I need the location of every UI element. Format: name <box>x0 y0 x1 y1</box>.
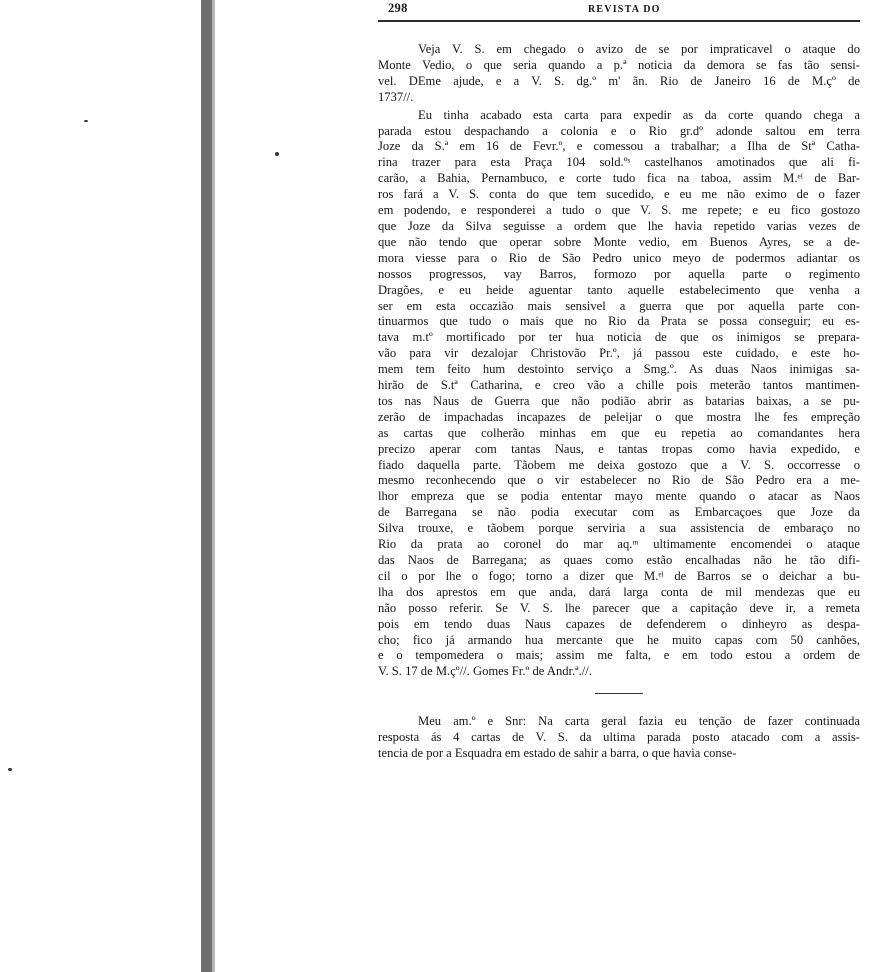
text-line: vel. DEme ajude, e a V. S. dg.º m' ãn. Rio de Janeiro 16 de M.çº de <box>378 73 860 88</box>
text-line: V. S. 17 de M.çº//. Gomes Fr.º de Andr.ª.//. <box>378 664 592 679</box>
scan-speck <box>275 152 279 156</box>
text-line: Joze da S.ª em 16 de Fevr.º, e comessou a trabalhar; a Ilha de Stª Catha- <box>378 139 860 154</box>
text-line: ros fará a V. S. conta do que tem sucedido, e eu me não eximo de o fazer <box>378 187 860 202</box>
text-line: hirão de S.tª Catharina, e creo vão a chille pois meterão tantos mantimen- <box>378 378 860 393</box>
text-line: tava m.tº mortificado por ter hua noticia de que os inimigos se prepara- <box>378 330 860 345</box>
text-line: vão para vir dezalojar Christovão Pr.º, já passou este cuidado, e este ho- <box>378 346 860 361</box>
text-line: ser em esta occazião mais sensivel a guerra que por aquella parte con- <box>378 298 860 313</box>
book-page <box>378 0 860 972</box>
text-line: nossos progressos, vay Barros, formozo por aquella parte o regimento <box>378 266 860 281</box>
text-line: que Joze da Silva seguisse a ordem que lhe havia repetido varias vezes de <box>378 218 860 233</box>
book-spine-edge <box>212 0 215 972</box>
page-body <box>378 42 860 762</box>
text-line: mem tem feito hum destointo serviço a Smg.º. As duas Naos inimigas sa- <box>378 362 860 377</box>
text-line: tinuarmos que tudo o mais que no Rio da Prata se possa conseguir; eu es- <box>378 314 860 329</box>
text-line: cho; fico já armando hua mercante que he muito capas com 50 canhões, <box>378 632 860 647</box>
text-line: mora viesse para o Rio de São Pedro unico meyo de podermos adiantar os <box>378 250 860 265</box>
header-rule <box>378 20 860 22</box>
text-line: 1737//. <box>378 89 414 104</box>
text-line: precizo aperar com tantas Naus, e tantas tropas como havia expedido, e <box>378 441 860 456</box>
running-head: REVISTA DO <box>588 4 661 15</box>
text-line: resposta ás 4 cartas de V. S. da ultima parada posto atacado com a assis- <box>378 730 860 745</box>
text-line: Silva trouxe, e tãobem porque serviria a sua assistencia de embaraço no <box>378 521 860 536</box>
text-line: mesmo reconhecendo que o vir estabelecer no Rio de São Pedro era a me- <box>378 473 860 488</box>
text-line: e o tempomedera o mais; assim me falta, e em todo estou a ordem de <box>378 648 860 663</box>
section-separator <box>595 693 643 694</box>
letter-paragraph <box>378 108 860 681</box>
text-line: carão, a Bahia, Pernambuco, e corte tudo fica na taboa, assim M.ᵉˡ de Bar- <box>378 171 860 186</box>
text-line: tencia de por a Esquadra em estado de sahir a barra, o que havia conse- <box>378 746 737 761</box>
text-line: parada estou despachando a colonia e o Rio gr.dº adonde saltou em terra <box>378 123 860 138</box>
text-line: que não tendo que operar sobre Monte vedio, em Buenos Ayres, se a de- <box>378 234 860 249</box>
letter-paragraph <box>378 42 860 106</box>
text-line: Eu tinha acabado esta carta para expedir as da corte quando chega a <box>418 107 860 122</box>
text-line: zerão de impachadas incapazes de peleijar o que mostra lhe fes empreção <box>378 409 860 424</box>
scan-speck <box>8 768 12 771</box>
text-line: das Naos de Barregana; as quaes como estão encalhadas não he tão difi- <box>378 553 860 567</box>
text-line: rina trazer para esta Praça 104 sold.ºˢ castelhanos amotinados que ali fi- <box>378 155 860 170</box>
text-line: Monte Vedio, o que seria quando a p.ª noticia da demora se fas tão sensi- <box>378 57 860 72</box>
text-line: Meu am.º e Snr: Na carta geral fazia eu tenção de fazer continuada <box>418 714 860 729</box>
text-line: de Barregana se não podia executar com as Embarcaçoes que Joze da <box>378 505 860 520</box>
letter-paragraph <box>378 714 860 762</box>
text-line: em podendo, e responderei a tudo o que V. S. me repete; e eu fico gostozo <box>378 203 860 218</box>
text-line: Rio da prata ao coronel do mar aq.ᵐ ultimamente encomendei o ataque <box>378 537 860 552</box>
text-line: Dragões, e eu heide aguentar tanto aquelle estabelecimento que venha a <box>378 282 860 297</box>
text-line: as cartas que colherão minhas em que eu repetia ao comandantes hera <box>378 425 860 440</box>
text-line: lha dos aprestos em que anda, dará larga conta de mil mendezas que eu <box>378 584 860 599</box>
page-number: 298 <box>388 1 408 15</box>
page-header <box>378 0 860 22</box>
facing-page-margin <box>0 0 212 972</box>
text-line: lhor empreza que se podia ententar mayo mente quando o atacar as Naos <box>378 489 860 504</box>
text-line: pois em tendo duas Naus capazes de defenderem o dinheyro as despa- <box>378 616 860 631</box>
text-line: fiado daquella parte. Tãobem me deixa gostozo que a V. S. occorresse o <box>378 457 860 472</box>
scan-speck <box>84 120 88 122</box>
text-line: não posso referir. Se V. S. lhe parecer que a capitação deve ir, a remeta <box>378 600 860 615</box>
text-line: tos nas Naus de Guerra que não podião abrir as batarias baixas, a se pu- <box>378 393 860 408</box>
text-line: cil o por lhe o fogo; torno a dizer que M.ᵉˡ de Barros se o deichar a bu- <box>378 568 860 583</box>
text-line: Veja V. S. em chegado o avizo de se por impraticavel o ataque do <box>418 42 860 56</box>
